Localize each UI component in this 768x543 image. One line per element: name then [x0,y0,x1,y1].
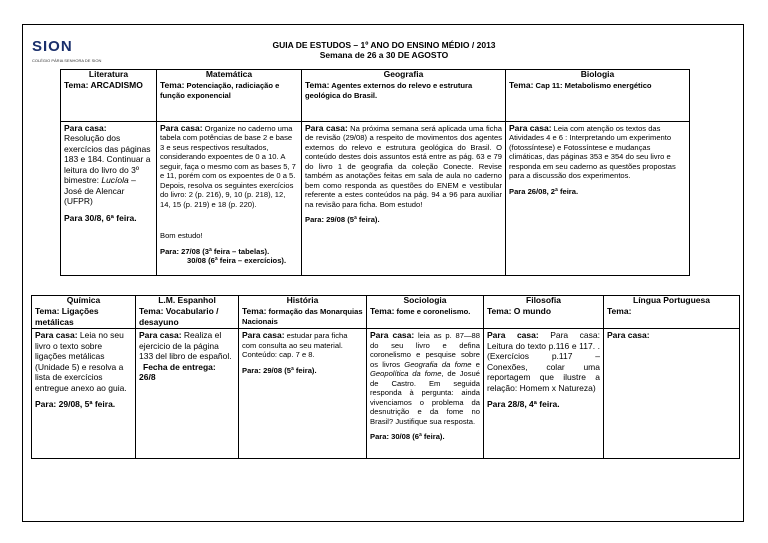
subject-header-row [61,70,690,80]
subject-espanhol: L.M. Espanhol [136,296,239,306]
subject-literatura: Literatura [61,70,157,80]
sociologia-tema: Tema: fome e coronelismo. [367,305,484,329]
matematica-para-casa: Para casa: Organize no caderno uma tabela com potências de base 2 e base 3 e seus respectivos resultados, considerando expoentes de 0 a 10. A seguir, faça o mesmo com as bases 5, 7 e 11, porém com os expoentes de 0 a 5. Depois, resolva os seguintes exercícios do livro: 2 (p. 216), 9, 10 (p. 218), 12, 14, 15 (p. 219) e 18 (p. 220). Bom estudo! Para: 27/08 (3ª feira – tabelas). 30/08 (6ª feira – exercícios). [157,121,302,275]
subject-historia: História [239,296,367,306]
subject-filosofia: Filosofia [484,296,604,306]
para-casa-row [32,329,740,459]
quimica-tema: Tema: Ligações metálicas [32,305,136,329]
header-week: Semana de 26 a 30 DE AGOSTO [319,50,449,60]
literatura-tema: Tema: ARCADISMO [61,79,157,121]
tema-row [61,79,690,121]
quimica-para-casa: Para casa: Leia no seu livro o texto sobre ligações metálicas (Unidade 5) e resolva a lista de exercícios entregue anexo ao guia. Para: 29/08, 5ª feira. [32,329,136,459]
espanhol-tema: Tema: Vocabulario / desayuno [136,305,239,329]
para-casa-row [61,121,690,275]
subject-quimica: Química [32,296,136,306]
subject-sociologia: Sociologia [367,296,484,306]
filosofia-para-casa: Para casa: Para casa: Leitura do texto p.116 e 117. . (Exercícios p.117 – Conexões, colar uma reportagem que ilustre a relação: Homem x Natureza) Para 28/8, 4ª feira. [484,329,604,459]
subject-biologia: Biologia [506,70,690,80]
historia-tema: Tema: formação das Monarquias Nacionais [239,305,367,329]
subject-header-row [32,296,740,306]
page-header [0,40,768,60]
geografia-para-casa: Para casa: Na próxima semana será aplicada uma ficha de revisão (29/08) a respeito de movimentos dos agentes externos do relevo e estrutura geológica do Brasil. O conteúdo destes dois assuntos está entre as pág. 63 e 79 do livro 1 de geografia da coleção Conecte. Revise também as anotações feitas em sala de aula no caderno bem como responda as questões do ENEM e vestibular referente a estes conteúdos na pág. 94 a 96 para auxiliar na revisão para ficha. Bom estudo! Para: 29/08 (5ª feira). [302,121,506,275]
geografia-tema: Tema: Agentes externos do relevo e estrutura geológica do Brasil. [302,79,506,121]
sociologia-para-casa: Para casa: leia as p. 87—88 do seu livro e defina coronelismo e pesquise sobre os livros Geografia da fome e Geopolítica da fome, de Josué de Castro. Em seguida responda à pergunta: ainda vivenciamos o problema da desnutrição e da fome no Brasil? Justifique sua resposta. Para: 30/08 (6ª feira). [367,329,484,459]
tema-row [32,305,740,329]
subject-geografia: Geografia [302,70,506,80]
subject-matematica: Matemática [157,70,302,80]
header-title: GUIA DE ESTUDOS – 1º ANO DO ENSINO MÉDIO / 2013 [272,40,496,50]
filosofia-tema: Tema: O mundo [484,305,604,329]
subject-portugues: Língua Portuguesa [604,296,740,306]
portugues-tema: Tema: [604,305,740,329]
historia-para-casa: Para casa: estudar para ficha com consulta ao seu material. Conteúdo: cap. 7 e 8. Para: 29/08 (5ª feira). [239,329,367,459]
bottom-subjects-table [31,295,740,459]
logo-tagline: COLÉGIO PÁRIA SENHORA DE SION [32,58,102,63]
logo-text: SION [32,38,73,55]
top-subjects-table [60,69,690,276]
literatura-para-casa: Para casa: Resolução dos exercícios das páginas 183 e 184. Continuar a leitura do livro do 3º bimestre: Lucíola – José de Alencar (UFPR) Para 30/8, 6ª feira. [61,121,157,275]
biologia-tema: Tema: Cap 11: Metabolismo energético [506,79,690,121]
espanhol-para-casa: Para casa: Realiza el ejercicio de la página 133 del libro de español. Fecha de entrega: 26/8 [136,329,239,459]
portugues-para-casa: Para casa: [604,329,740,459]
matematica-tema: Tema: Potenciação, radiciação e função exponencial [157,79,302,121]
biologia-para-casa: Para casa: Leia com atenção os textos das Atividades 4 e 6 : Interpretando um experimento (fotossíntese) e Fotossíntese e mudanças climáticas, das páginas 353 e 354 do seu livro e responda em seu caderno as questões propostas para a discussão dos experimentos. Para 26/08, 2ª feira. [506,121,690,275]
